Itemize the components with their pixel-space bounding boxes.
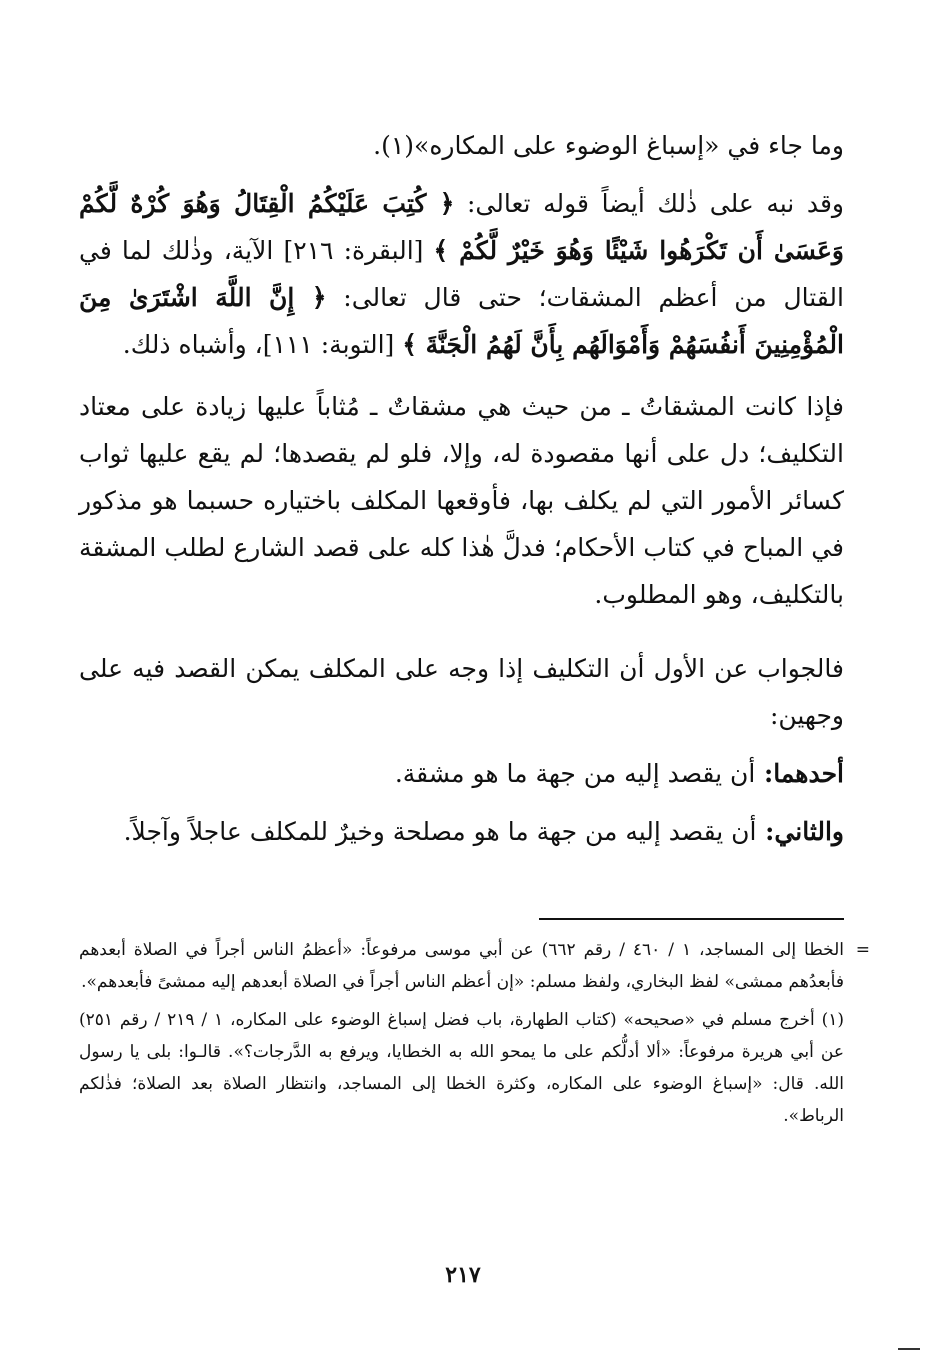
paragraph-second-aspect-text: [79, 808, 844, 855]
paragraph-3: [79, 383, 844, 618]
first-aspect-label: أحدهما:: [755, 759, 844, 788]
page-number: ٢١٧: [445, 1262, 481, 1288]
second-aspect-text: أن يقصد إليه من جهة ما هو مصلحة وخيرٌ للمكلف عاجلاً وآجلاً.: [123, 817, 757, 846]
footnote-continuation: [79, 934, 870, 998]
paragraph-first-aspect-text: [79, 750, 844, 797]
paragraph-2-text: [79, 180, 844, 368]
continuation-marker: =: [855, 940, 870, 960]
paragraph-2-intro: وقد نبه على ذٰلك أيضاً قوله تعالى:: [454, 189, 844, 218]
paragraph-first-aspect: [79, 750, 844, 797]
scan-artifact: [898, 1348, 920, 1350]
footnote-divider: [539, 918, 844, 920]
footnote-continuation-text: الخطا إلى المساجد، ١ / ٤٦٠ / رقم ٦٦٢) عن أبي موسى مرفوعاً: «أعظمُ الناس أجراً في الصلاة أبعدهم فأبعدُهم ممشى» لفظ البخاري، ولفظ مسلم: «إن أعظم الناس أجراً في الصلاة أبعدهم إليه ممشىً فأبعدهم».: [79, 940, 845, 992]
paragraph-2-end: [التوبة: ١١١]، وأشباه ذلك.: [122, 330, 403, 359]
paragraph-3-text: فإذا كانت المشقاتُ ـ من حيث هي مشقاتٌ ـ مُثاباً عليها زيادة على معتاد التكليف؛ دل على أنها مقصودة له، وإلا، فلو لم يقصدها؛ لم يقع عليها ثواب كسائر الأمور التي لم يكلف بها، فأوقعها المكلف باختياره حسبما هو مذكور في المباح في كتاب الأحكام؛ فدلَّ هٰذا كله على قصد الشارع لطلب المشقة بالتكليف، وهو المطلوب.: [79, 392, 844, 609]
paragraph-2-middle: [البقرة: ٢١٦] الآية، وذٰلك لما في القتال من أعظم المشقات؛ حتى قال تعالى:: [79, 236, 844, 312]
first-aspect-text: أن يقصد إليه من جهة ما هو مشقة.: [394, 759, 756, 788]
quran-verse-tawbah: ﴿ إِنَّ اللَّهَ اشْتَرَىٰ مِنَ الْمُؤْمِنِينَ أَنفُسَهُمْ وَأَمْوَالَهُم بِأَنَّ لَهُمُ الْجَنَّةَ ﴾: [79, 283, 844, 359]
second-aspect-label: والثاني:: [756, 817, 844, 846]
footnote-1: [79, 1004, 844, 1132]
paragraph-2: [79, 180, 844, 368]
paragraph-4-text: فالجواب عن الأول أن التكليف إذا وجه على المكلف يمكن القصد فيه على وجهين:: [79, 654, 844, 730]
paragraph-1: [79, 122, 844, 169]
quran-verse-baqarah: ﴿ كُتِبَ عَلَيْكُمُ الْقِتَالُ وَهُوَ كُرْهٌ لَّكُمْ وَعَسَىٰ أَن تَكْرَهُوا شَيْئًا وَهُوَ خَيْرٌ لَّكُمْ ﴾: [79, 189, 844, 265]
footnote-1-text: (١) أخرج مسلم في «صحيحه» (كتاب الطهارة، باب فضل إسباغ الوضوء على المكاره، ١ / ٢١٩ / رقم ٢٥١) عن أبي هريرة مرفوعاً: «ألا أدلُّكم على ما يمحو الله به الخطايا، ويرفع به الدَّرجات؟». قالـوا: بلى يا رسول الله. قال: «إسباغ الوضوء على المكاره، وكثرة الخطا إلى المساجد، وانتظار الصلاة بعد الصلاة؛ فذٰلكم الرباط».: [79, 1010, 845, 1126]
paragraph-4: [79, 645, 844, 739]
paragraph-second-aspect: [79, 808, 844, 855]
paragraph-1-text: وما جاء في «إسباغ الوضوء على المكاره»(١).: [373, 131, 844, 160]
footnotes: [79, 934, 870, 1132]
